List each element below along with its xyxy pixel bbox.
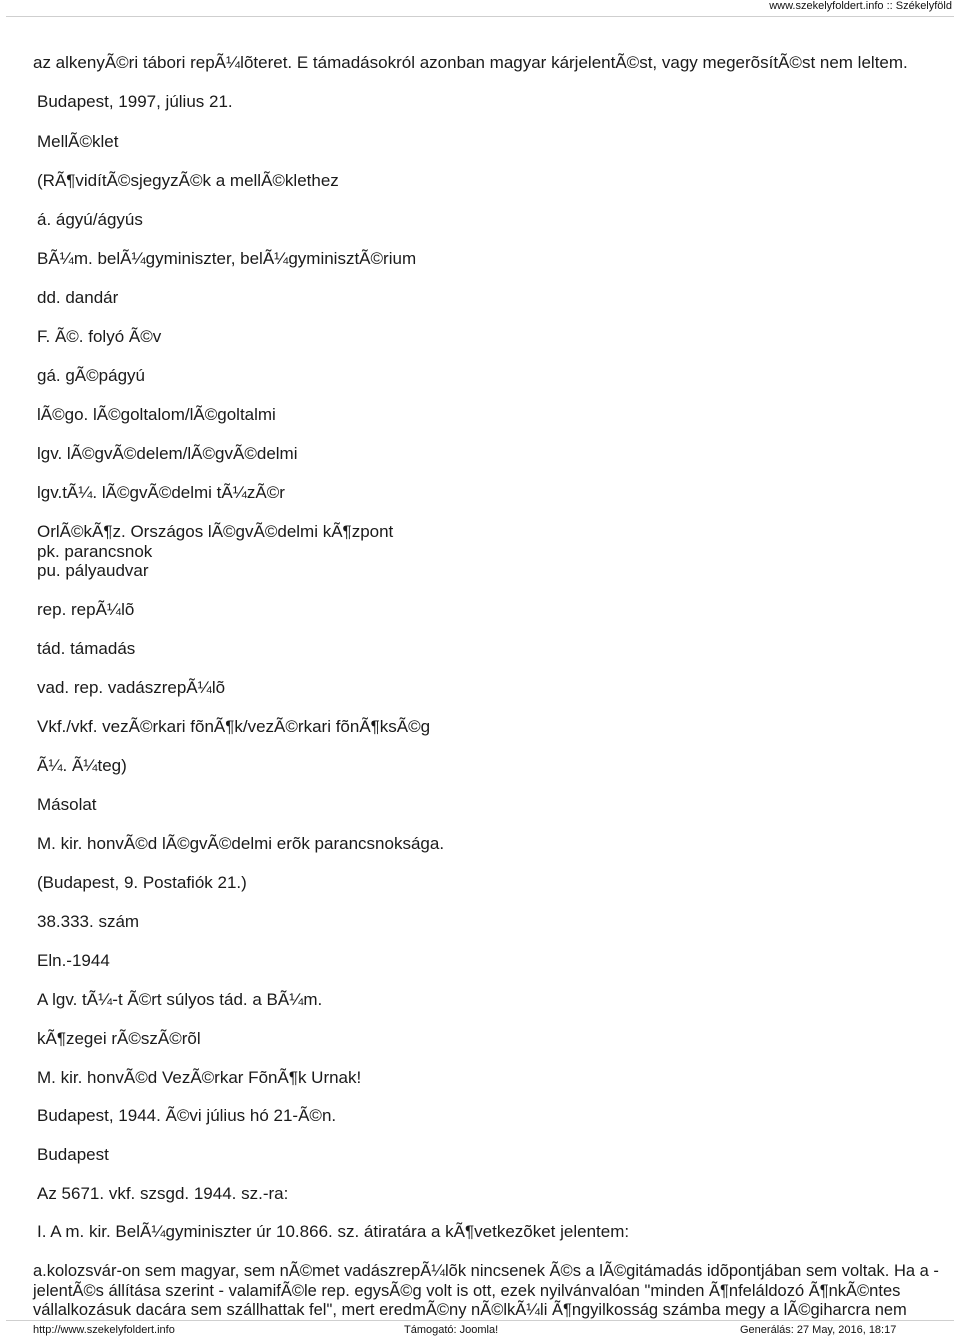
text-line: (RÃ¶vidítÃ©sjegyzÃ©k a mellÃ©klethez (37, 171, 339, 190)
header-divider (6, 16, 954, 17)
text-line: gá. gÃ©págyú (37, 366, 145, 385)
final-paragraph: a.kolozsvár-on sem magyar, sem nÃ©met vadászrepÃ¼lõk nincsenek Ã©s a lÃ©gitámadás idõpontjában sem voltak. Ha a - jelentÃ©s állítása szerint - valamifÃ©le rep. egysÃ©g volt is ott, ezek nyilvánvalóan "minden Ã¶nfeláldozó Ã¶nkÃ©ntes vállalkozásuk dacára sem szállhattak fel", mert eredmÃ©ny nÃ©lkÃ¼li Ã¶ngyilkosság számba megy a lÃ©giharcra nem (33, 1262, 939, 1319)
text-line: Budapest, 1997, július 21. (37, 92, 233, 111)
text-line: Eln.-1944 (37, 951, 110, 970)
footer-divider (6, 1320, 954, 1321)
text-line: Másolat (37, 795, 97, 814)
text-line: tád. támadás (37, 639, 136, 658)
text-line: BÃ¼m. belÃ¼gyminiszter, belÃ¼gyminisztÃ©rium (37, 249, 417, 268)
footer-sponsor: Támogató: Joomla! (404, 1324, 499, 1336)
text-line: A lgv. tÃ¼-t Ã©rt súlyos tád. a BÃ¼m. (37, 990, 323, 1009)
text-line: I. A m. kir. BelÃ¼gyminiszter úr 10.866. sz. átiratára a kÃ¶vetkezõket jelentem: (37, 1222, 630, 1241)
page-footer (0, 1322, 960, 1338)
text-line: M. kir. honvÃ©d lÃ©gvÃ©delmi erõk parancsnoksága. (37, 834, 445, 853)
text-line: pk. parancsnok (37, 542, 153, 561)
text-line: (Budapest, 9. Postafiók 21.) (37, 873, 247, 892)
text-line: á. ágyú/ágyús (37, 210, 143, 229)
site-header: www.szekelyfoldert.info :: Székelyföld (769, 0, 952, 12)
text-line: dd. dandár (37, 288, 119, 307)
text-line: F. Ã©. folyó Ã©v (37, 327, 162, 346)
text-line: MellÃ©klet (37, 132, 119, 151)
text-line: pu. pályaudvar (37, 561, 149, 580)
text-line: 38.333. szám (37, 912, 140, 931)
text-line: lgv. lÃ©gvÃ©delem/lÃ©gvÃ©delmi (37, 444, 298, 463)
text-line: rep. repÃ¼lõ (37, 600, 135, 619)
text-line: Budapest (37, 1145, 109, 1164)
text-line: Ã¼. Ã¼teg) (37, 756, 127, 775)
text-line: M. kir. honvÃ©d VezÃ©rkar FõnÃ¶k Urnak! (37, 1068, 362, 1087)
text-line: Budapest, 1944. Ã©vi július hó 21-Ã©n. (37, 1106, 337, 1125)
text-line: OrlÃ©kÃ¶z. Országos lÃ©gvÃ©delmi kÃ¶zpont (37, 522, 394, 541)
text-line: kÃ¶zegei rÃ©szÃ©rõl (37, 1029, 201, 1048)
text-line: lgv.tÃ¼. lÃ©gvÃ©delmi tÃ¼zÃ©r (37, 483, 285, 502)
text-line: lÃ©go. lÃ©goltalom/lÃ©goltalmi (37, 405, 276, 424)
text-line: Vkf./vkf. vezÃ©rkari fõnÃ¶k/vezÃ©rkari fõnÃ¶ksÃ©g (37, 717, 431, 736)
footer-generated-date: Generálás: 27 May, 2016, 18:17 (740, 1324, 897, 1336)
footer-url-link[interactable]: http://www.szekelyfoldert.info (33, 1324, 175, 1336)
text-line: Az 5671. vkf. szsgd. 1944. sz.-ra: (37, 1184, 289, 1203)
text-line: az alkenyÃ©ri tábori repÃ¼lõteret. E támadásokról azonban magyar kárjelentÃ©st, vagy megerõsítÃ©st nem leltem. (33, 53, 908, 72)
text-line: vad. rep. vadászrepÃ¼lõ (37, 678, 226, 697)
